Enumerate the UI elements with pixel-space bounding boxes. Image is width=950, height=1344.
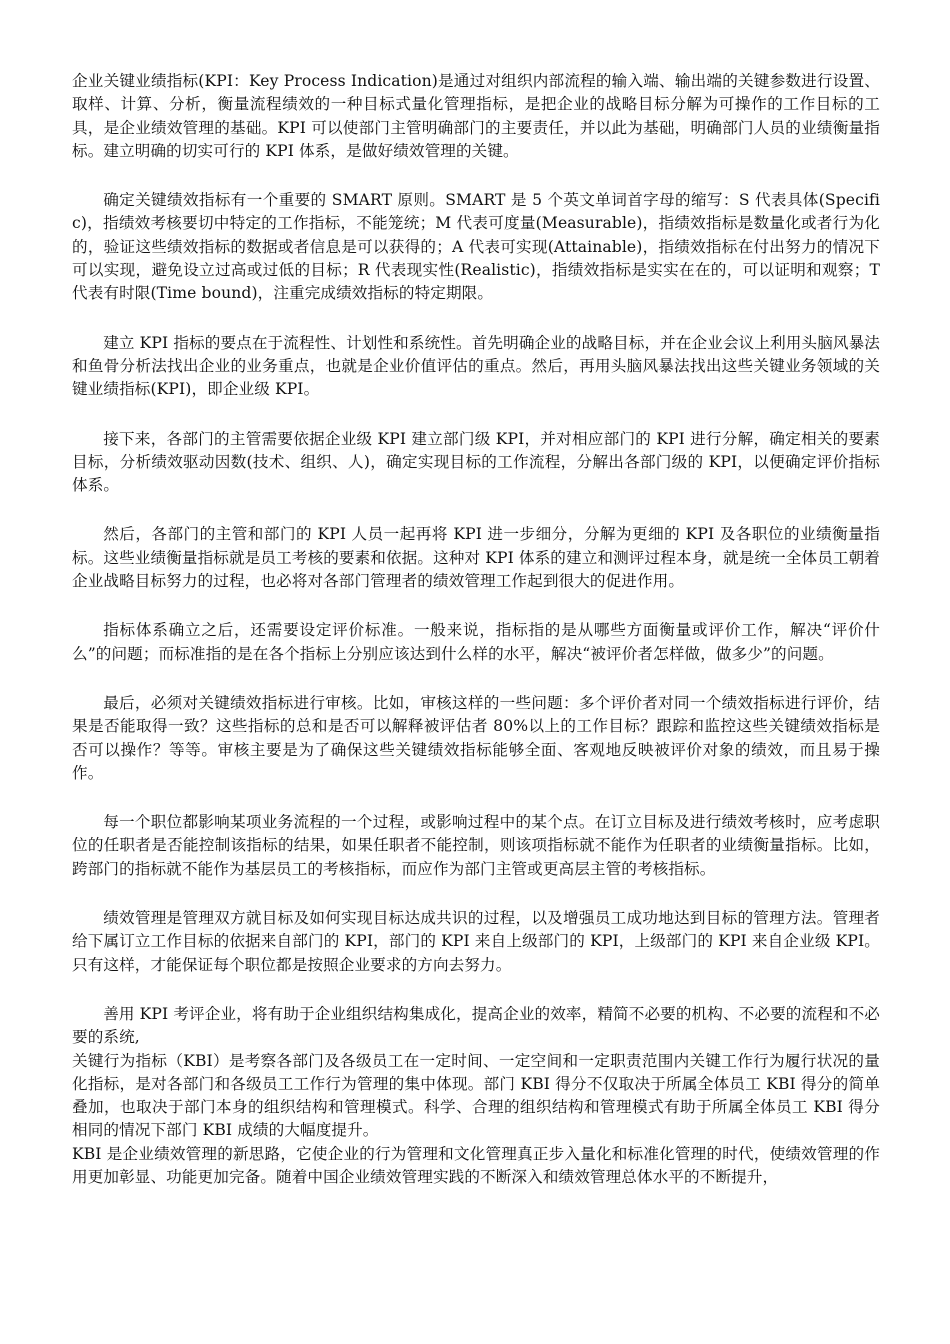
paragraph-smart-principle: 确定关键绩效指标有一个重要的 SMART 原则。SMART 是 5 个英文单词首字母的缩写：S 代表具体(Specific)，指绩效考核要切中特定的工作指标，不能笼统；M 代表可度量(Measurable)，指绩效指标是数量化或者行为化的，验证这些绩效指标的数据或者信息是可以获得的；A 代表可实现(Attainable)，指绩效指标在付出努力的情况下可以实现，避免设立过高或过低的目标；R 代表现实性(Realistic)，指绩效指标是实实在在的，可以证明和观察；T 代表有时限(Time bound)，注重完成绩效指标的特定期限。 [72, 191, 880, 303]
paragraph-kbi-new-approach: KBI 是企业绩效管理的新思路，它使企业的行为管理和文化管理真正步入量化和标准化管理的时代，使绩效管理的作用更加彰显、功能更加完备。随着中国企业绩效管理实践的不断深入和绩效管理总体水平的不断提升， [72, 1144, 880, 1186]
paragraph-evaluation-standards: 指标体系确立之后，还需要设定评价标准。一般来说，指标指的是从哪些方面衡量或评价工作，解决“评价什么”的问题；而标准指的是在各个指标上分别应该达到什么样的水平，解决“被评价者怎样做，做多少”的问题。 [72, 621, 880, 663]
paragraph-department-kpi: 接下来，各部门的主管需要依据企业级 KPI 建立部门级 KPI，并对相应部门的 KPI 进行分解，确定相关的要素目标，分析绩效驱动因数(技术、组织、人)，确定实现目标的工作流程，分解出各部门级的 KPI，以便确定评价指标体系。 [72, 429, 880, 495]
document-page [72, 70, 880, 1189]
paragraph-position-control: 每一个职位都影响某项业务流程的一个过程，或影响过程中的某个点。在订立目标及进行绩效考核时，应考虑职位的任职者是否能控制该指标的结果，如果任职者不能控制，则该项指标就不能作为任职者的业绩衡量指标。比如，跨部门的指标就不能作为基层员工的考核指标，而应作为部门主管或更高层主管的考核指标。 [72, 813, 880, 878]
paragraph-kpi-definition: 企业关键业绩指标(KPI：Key Process Indication)是通过对组织内部流程的输入端、输出端的关键参数进行设置、取样、计算、分析，衡量流程绩效的一种目标式量化管理指标，是把企业的战略目标分解为可操作的工作目标的工具，是企业绩效管理的基础。KPI 可以使部门主管明确部门的主要责任，并以此为基础，明确部门人员的业绩衡量指标。建立明确的切实可行的 KPI 体系，是做好绩效管理的关键。 [72, 72, 880, 160]
paragraph-kpi-review: 最后，必须对关键绩效指标进行审核。比如，审核这样的一些问题：多个评价者对同一个绩效指标进行评价，结果是否能取得一致？这些指标的总和是否可以解释被评估者 80%以上的工作目标？跟踪和监控这些关键绩效指标是否可以操作？等等。审核主要是为了确保这些关键绩效指标能够全面、客观地反映被评价对象的绩效，而且易于操作。 [72, 693, 880, 782]
paragraph-kpi-key-points: 建立 KPI 指标的要点在于流程性、计划性和系统性。首先明确企业的战略目标，并在企业会议上利用头脑风暴法和鱼骨分析法找出企业的业务重点，也就是企业价值评估的重点。然后，再用头脑风暴法找出这些关键业务领域的关键业绩指标(KPI)，即企业级 KPI。 [72, 333, 880, 399]
paragraph-kbi-definition: 关键行为指标（KBI）是考察各部门及各级员工在一定时间、一定空间和一定职责范围内关键工作行为履行状况的量化指标，是对各部门和各级员工工作行为管理的集中体现。部门 KBI 得分不仅取决于所属全体员工 KBI 得分的简单叠加，也取决于部门本身的组织结构和管理模式。科学、合理的组织结构和管理模式有助于所属全体员工 KBI 得分相同的情况下部门 KBI 成绩的大幅度提升。 [72, 1051, 880, 1140]
paragraph-performance-management: 绩效管理是管理双方就目标及如何实现目标达成共识的过程，以及增强员工成功地达到目标的管理方法。管理者给下属订立工作目标的依据来自部门的 KPI，部门的 KPI 来自上级部门的 KPI，上级部门的 KPI 来自企业级 KPI。只有这样，才能保证每个职位都是按照企业要求的方向去努力。 [72, 909, 881, 974]
paragraph-kpi-breakdown: 然后，各部门的主管和部门的 KPI 人员一起再将 KPI 进一步细分，分解为更细的 KPI 及各职位的业绩衡量指标。这些业绩衡量指标就是员工考核的要素和依据。这种对 KPI 体系的建立和测评过程本身，就是统一全体员工朝着企业战略目标努力的过程，也必将对各部门管理者的绩效管理工作起到很大的促进作用。 [72, 525, 880, 591]
paragraph-use-kpi: 善用 KPI 考评企业，将有助于企业组织结构集成化，提高企业的效率，精简不必要的机构、不必要的流程和不必要的系统, [72, 1004, 880, 1047]
